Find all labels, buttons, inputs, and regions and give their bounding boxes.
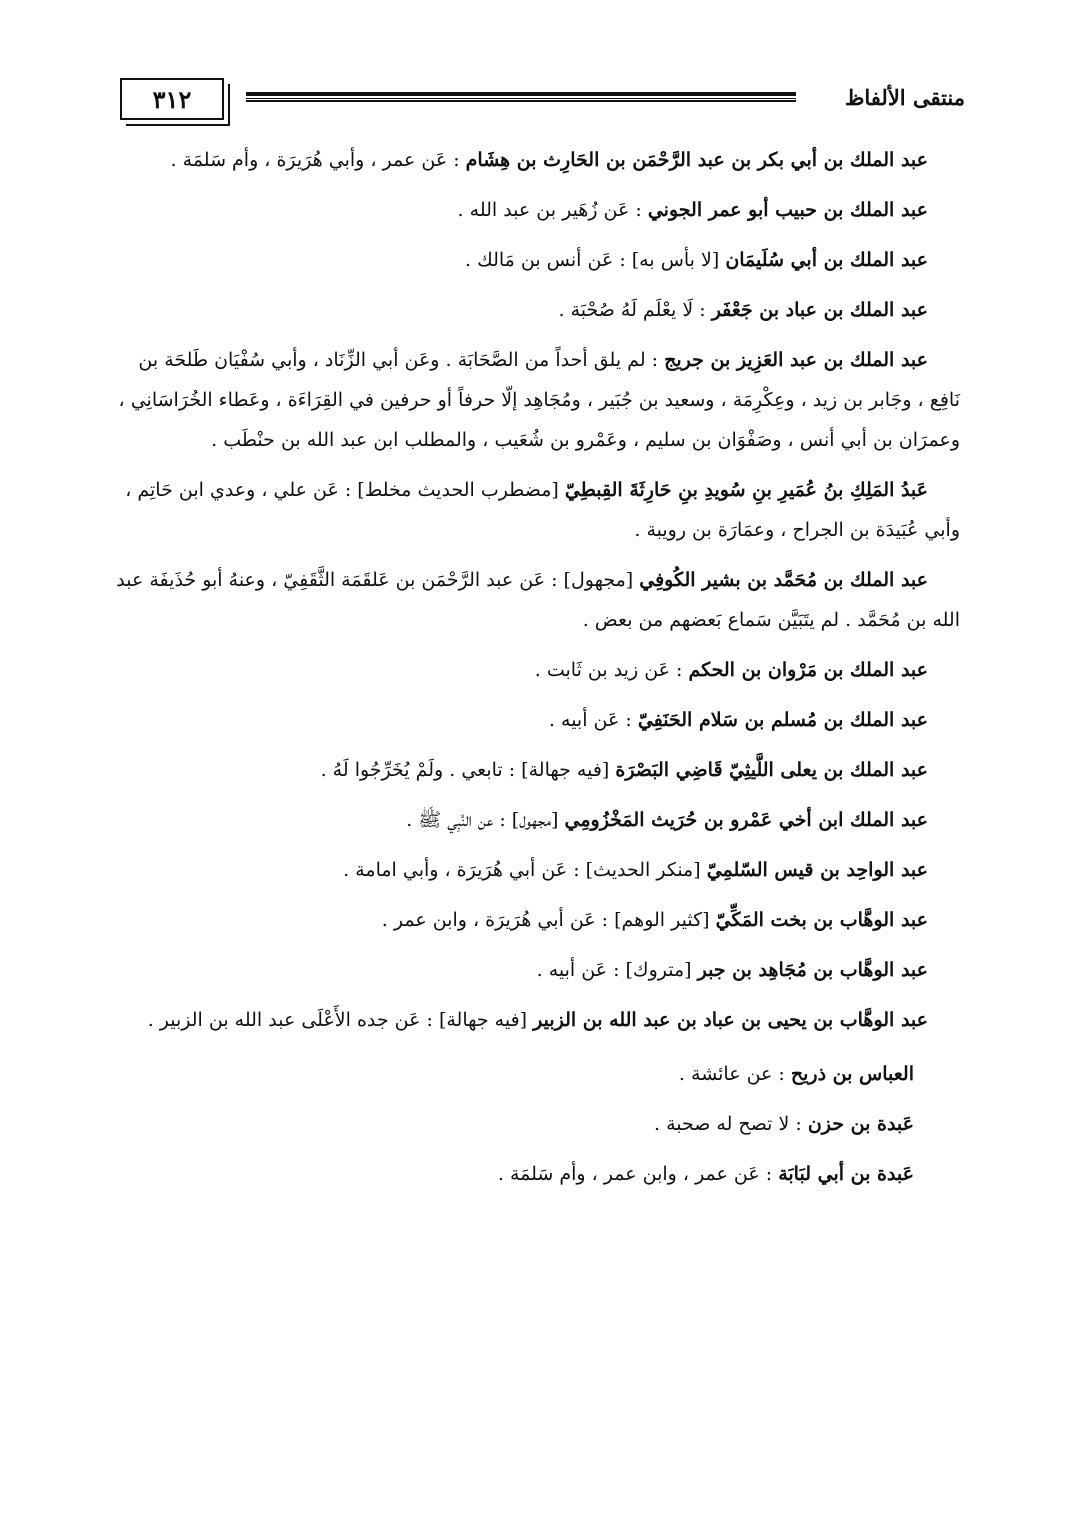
entry-text: : عَن عمر ، وابن عمر ، وأم سَلمَة . [497,1163,779,1185]
entry-text: : عَن زُهَير بن عبد الله . [457,199,648,221]
entry-name: عبد الملك بن حبيب أبو عمر الجوني [647,199,928,221]
entry [112,700,960,740]
entry-text: : عَن أبيه . [548,709,638,731]
page-number-box [120,78,224,120]
entry [112,340,960,460]
entry-text: [كثير الوهم] : عَن أبي هُرَيرَة ، وابن عمر . [381,909,716,931]
entry-text: : لم يلق أحداً من الصَّحَابَة . وعَن أبي الزِّنَاد ، وأبي سُفْيَان طَلحَة بن نَافِع ، وجَابر بن زيد ، وعِكْرِمَة ، وسعيد بن جُبَير ، ومُجَاهِد إلّا حرفاً أو حرفين في القِرَاءَة ، وعَطاء الخُرَاسَانِي ، وعمرَان بن أبي أنس ، وصَفْوَان بن سليم ، وعَمْرو بن شُعَيب ، والمطلب ابن عبد الله بن حنْطَب . [118,349,960,451]
entry [112,650,960,690]
entry-text: : لَا يعْلَم لَهُ صُحْبَة . [558,299,712,321]
entry [112,1154,960,1194]
entry-name: عبد الملك ابن أخي عَمْرو بن حُرَيث المَخْزُومِي [564,809,928,831]
entry [112,950,960,990]
entry [112,1054,960,1094]
entry [112,560,960,640]
entry-name: عبد الوهَّاب بن يحيى بن عباد بن عبد الله بن الزبير [533,1009,928,1031]
entry-text: : عَن زيد بن ثَابت . [534,659,689,681]
entry [112,850,960,890]
entry [112,140,960,180]
entry-name: عبد الوهَّاب بن بخت المَكِّيّ [715,909,928,931]
entry [112,800,960,840]
entry-name: عبد الملك بن أبي سُلَيمَان [725,249,928,271]
book-title: منتقى الألفاظ [844,84,965,110]
entry-text: : عن عائشة . [678,1063,791,1085]
page-number: ٣١٢ [152,84,192,114]
entry-name: عَبدُ المَلِكِ بنُ عُمَيرِ بنِ سُويدِ بنِ حَارِثَةَ القِبطِيّ [564,479,928,501]
entry-name: عبد الملك بن يعلى اللَّيثِيّ قَاضِي البَصْرَة [615,759,928,781]
entry-name: عبد الواحِد بن قيس السّلمِيّ [706,859,928,881]
entry-text: [مضطرب الحديث مخلط] : عَن علي ، وعدي ابن حَاتِم ، وأبي عُبَيدَة بن الجراح ، وعمَارَة بن رويبة . [125,479,960,541]
entry-name: عبد الملك بن عباد بن جَعْفَر [711,299,928,321]
entry-name: العباس بن ذريح [790,1063,914,1085]
entry [112,1000,960,1040]
entry-text: [مجهول] : عَن عبد الرَّحْمَن بن عَلقَمَة الثَّقَفِيّ ، وعنهُ أبو حُذَيفَة عبد الله بن مُحَمَّد . لم يتَبَيَّن سَماع بَعضهم من بعض . [116,569,960,631]
entry [112,290,960,330]
entry-name: عبد الملك بن عبد العَزِيز بن جريج [664,349,928,371]
entry [112,900,960,940]
entry [112,750,960,790]
entry-name: عَبدة بن حزن [807,1113,914,1135]
entry-text: : عَن عمر ، وأبي هُرَيرَة ، وأم سَلمَة . [170,149,466,171]
entry-name: عبد الملك بن أبي بكر بن عبد الرَّحْمَن بن الحَارِث بن هِشَام [465,149,928,171]
entry [112,1104,960,1144]
entry-text: [منكر الحديث] : عَن أبي هُرَيرَة ، وأبي امامة . [343,859,707,881]
entry-text: [فيه جهالة] : تابعي . ولَمْ يُخَرِّجُوا لَهُ . [320,759,616,781]
entry [112,240,960,280]
entry-name: عبد الوهَّاب بن مُجَاهِد بن جبر [697,959,928,981]
entry [112,190,960,230]
entry-name: عَبدة بن أبي لبَابَة [778,1163,914,1185]
page-header [110,78,965,128]
entry-name: عبد الملك بن مَرْوان بن الحكم [688,659,928,681]
header-rule [246,92,796,102]
page-body [112,140,960,1204]
entry-text: [مجهول] : عن النَّبِي ﷺ . [406,809,565,831]
entry-text: [متروك] : عَن أبيه . [536,959,698,981]
entry-text: : لا تصح له صحبة . [653,1113,808,1135]
entry [112,470,960,550]
entry-text: [فيه جهالة] : عَن جده الأَعْلَى عبد الله بن الزبير . [147,1009,534,1031]
entry-name: عبد الملك بن مُحَمَّد بن بشير الكُوفِي [639,569,928,591]
entry-name: عبد الملك بن مُسلم بن سَلام الحَنَفِيّ [637,709,928,731]
entry-text: [لا بأس به] : عَن أنس بن مَالك . [464,249,726,271]
